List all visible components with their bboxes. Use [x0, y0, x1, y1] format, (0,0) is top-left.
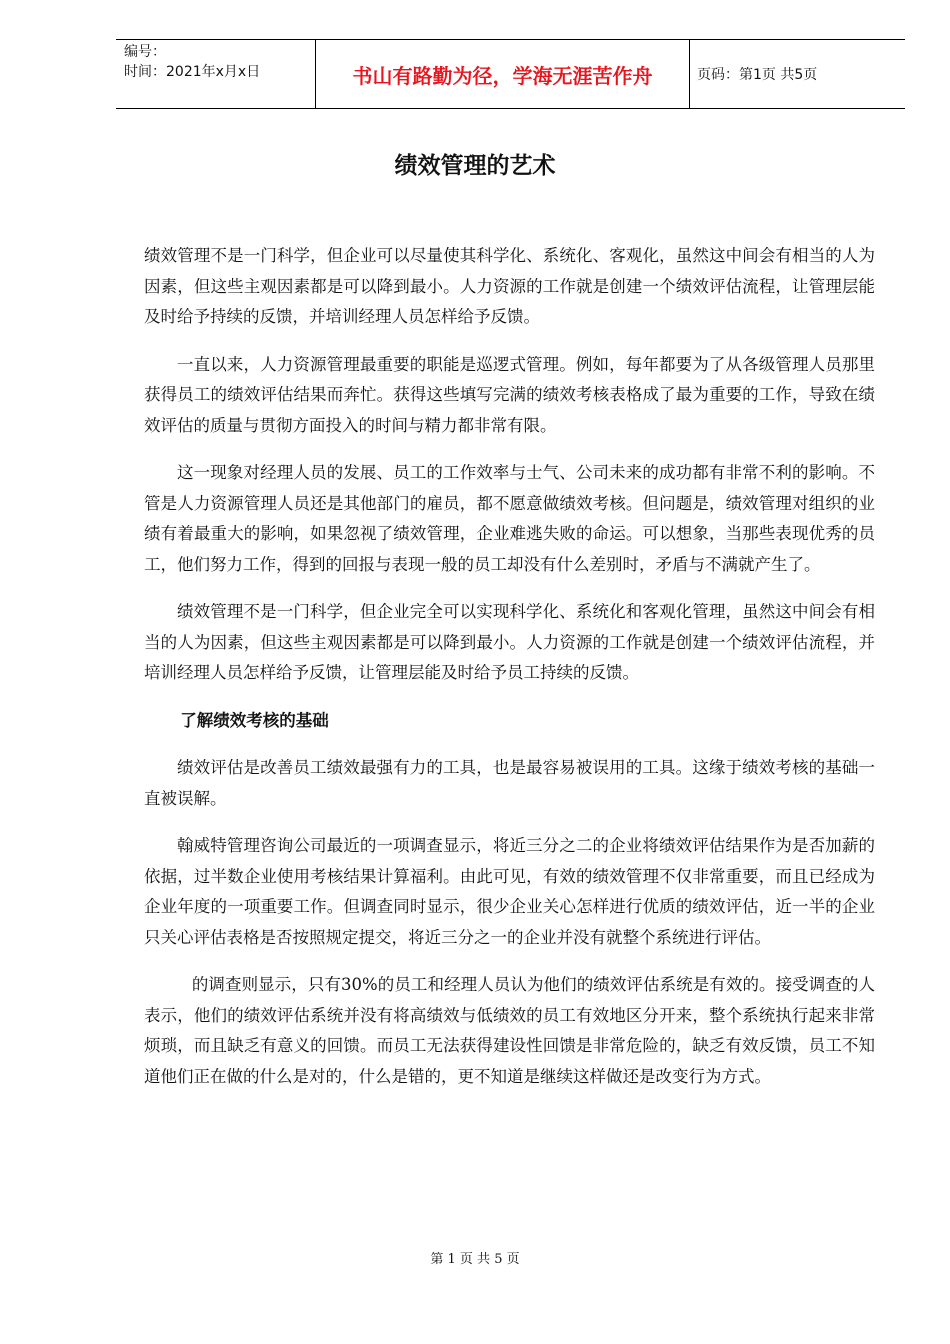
header-time-label: 时间：2021年x月x日	[124, 64, 261, 80]
header-motto: 书山有路勤为径，学海无涯苦作舟	[316, 40, 690, 108]
section-heading: 了解绩效考核的基础	[180, 710, 329, 730]
document-body	[144, 241, 875, 1109]
header-number-label: 编号：	[124, 44, 166, 60]
body-paragraph: 的调查则显示，只有30%的员工和经理人员认为他们的绩效评估系统是有效的。接受调查的人表示，他们的绩效评估系统并没有将高绩效与低绩效的员工有效地区分开来，整个系统执行起来非常烦琐，而且缺乏有意义的回馈。而员工无法获得建设性回馈是非常危险的，缺乏有效反馈，员工不知道他们正在做的什么是对的，什么是错的，更不知道是继续这样做还是改变行为方式。	[144, 975, 875, 1086]
body-paragraph: 一直以来，人力资源管理最重要的职能是巡逻式管理。例如，每年都要为了从各级管理人员那里获得员工的绩效评估结果而奔忙。获得这些填写完满的绩效考核表格成了最为重要的工作，导致在绩效评估的质量与贯彻方面投入的时间与精力都非常有限。	[144, 354, 875, 435]
page-footer: 第 1 页 共 5 页	[430, 1252, 520, 1267]
body-paragraph: 绩效评估是改善员工绩效最强有力的工具，也是最容易被误用的工具。这缘于绩效考核的基础一直被误解。	[144, 758, 875, 808]
body-paragraph: 翰威特管理咨询公司最近的一项调查显示，将近三分之二的企业将绩效评估结果作为是否加薪的依据，过半数企业使用考核结果计算福利。由此可见，有效的绩效管理不仅非常重要，而且已经成为企业年度的一项重要工作。但调查同时显示，很少企业关心怎样进行优质的绩效评估，近一半的企业只关心评估表格是否按照规定提交，将近三分之一的企业并没有就整个系统进行评估。	[144, 836, 875, 947]
header-page-label: 页码：第1页 共5页	[697, 67, 818, 83]
document-title: 绩效管理的艺术	[394, 153, 556, 179]
body-paragraph: 这一现象对经理人员的发展、员工的工作效率与士气、公司未来的成功都有非常不利的影响。不管是人力资源管理人员还是其他部门的雇员，都不愿意做绩效考核。但问题是，绩效管理对组织的业绩有着最重大的影响，如果忽视了绩效管理，企业难逃失败的命运。可以想象，当那些表现优秀的员工，他们努力工作，得到的回报与表现一般的员工却没有什么差别时，矛盾与不满就产生了。	[144, 463, 875, 574]
header-info-cell	[116, 40, 316, 108]
body-paragraph: 绩效管理不是一门科学，但企业完全可以实现科学化、系统化和客观化管理，虽然这中间会有相当的人为因素，但这些主观因素都是可以降到最小。人力资源的工作就是创建一个绩效评估流程，并培训经理人员怎样给予反馈，让管理层能及时给予员工持续的反馈。	[144, 602, 875, 682]
document-header	[116, 39, 905, 109]
body-paragraph: 绩效管理不是一门科学，但企业可以尽量使其科学化、系统化、客观化，虽然这中间会有相当的人为因素，但这些主观因素都是可以降到最小。人力资源的工作就是创建一个绩效评估流程，让管理层能及时给予持续的反馈，并培训经理人员怎样给予反馈。	[144, 246, 875, 326]
